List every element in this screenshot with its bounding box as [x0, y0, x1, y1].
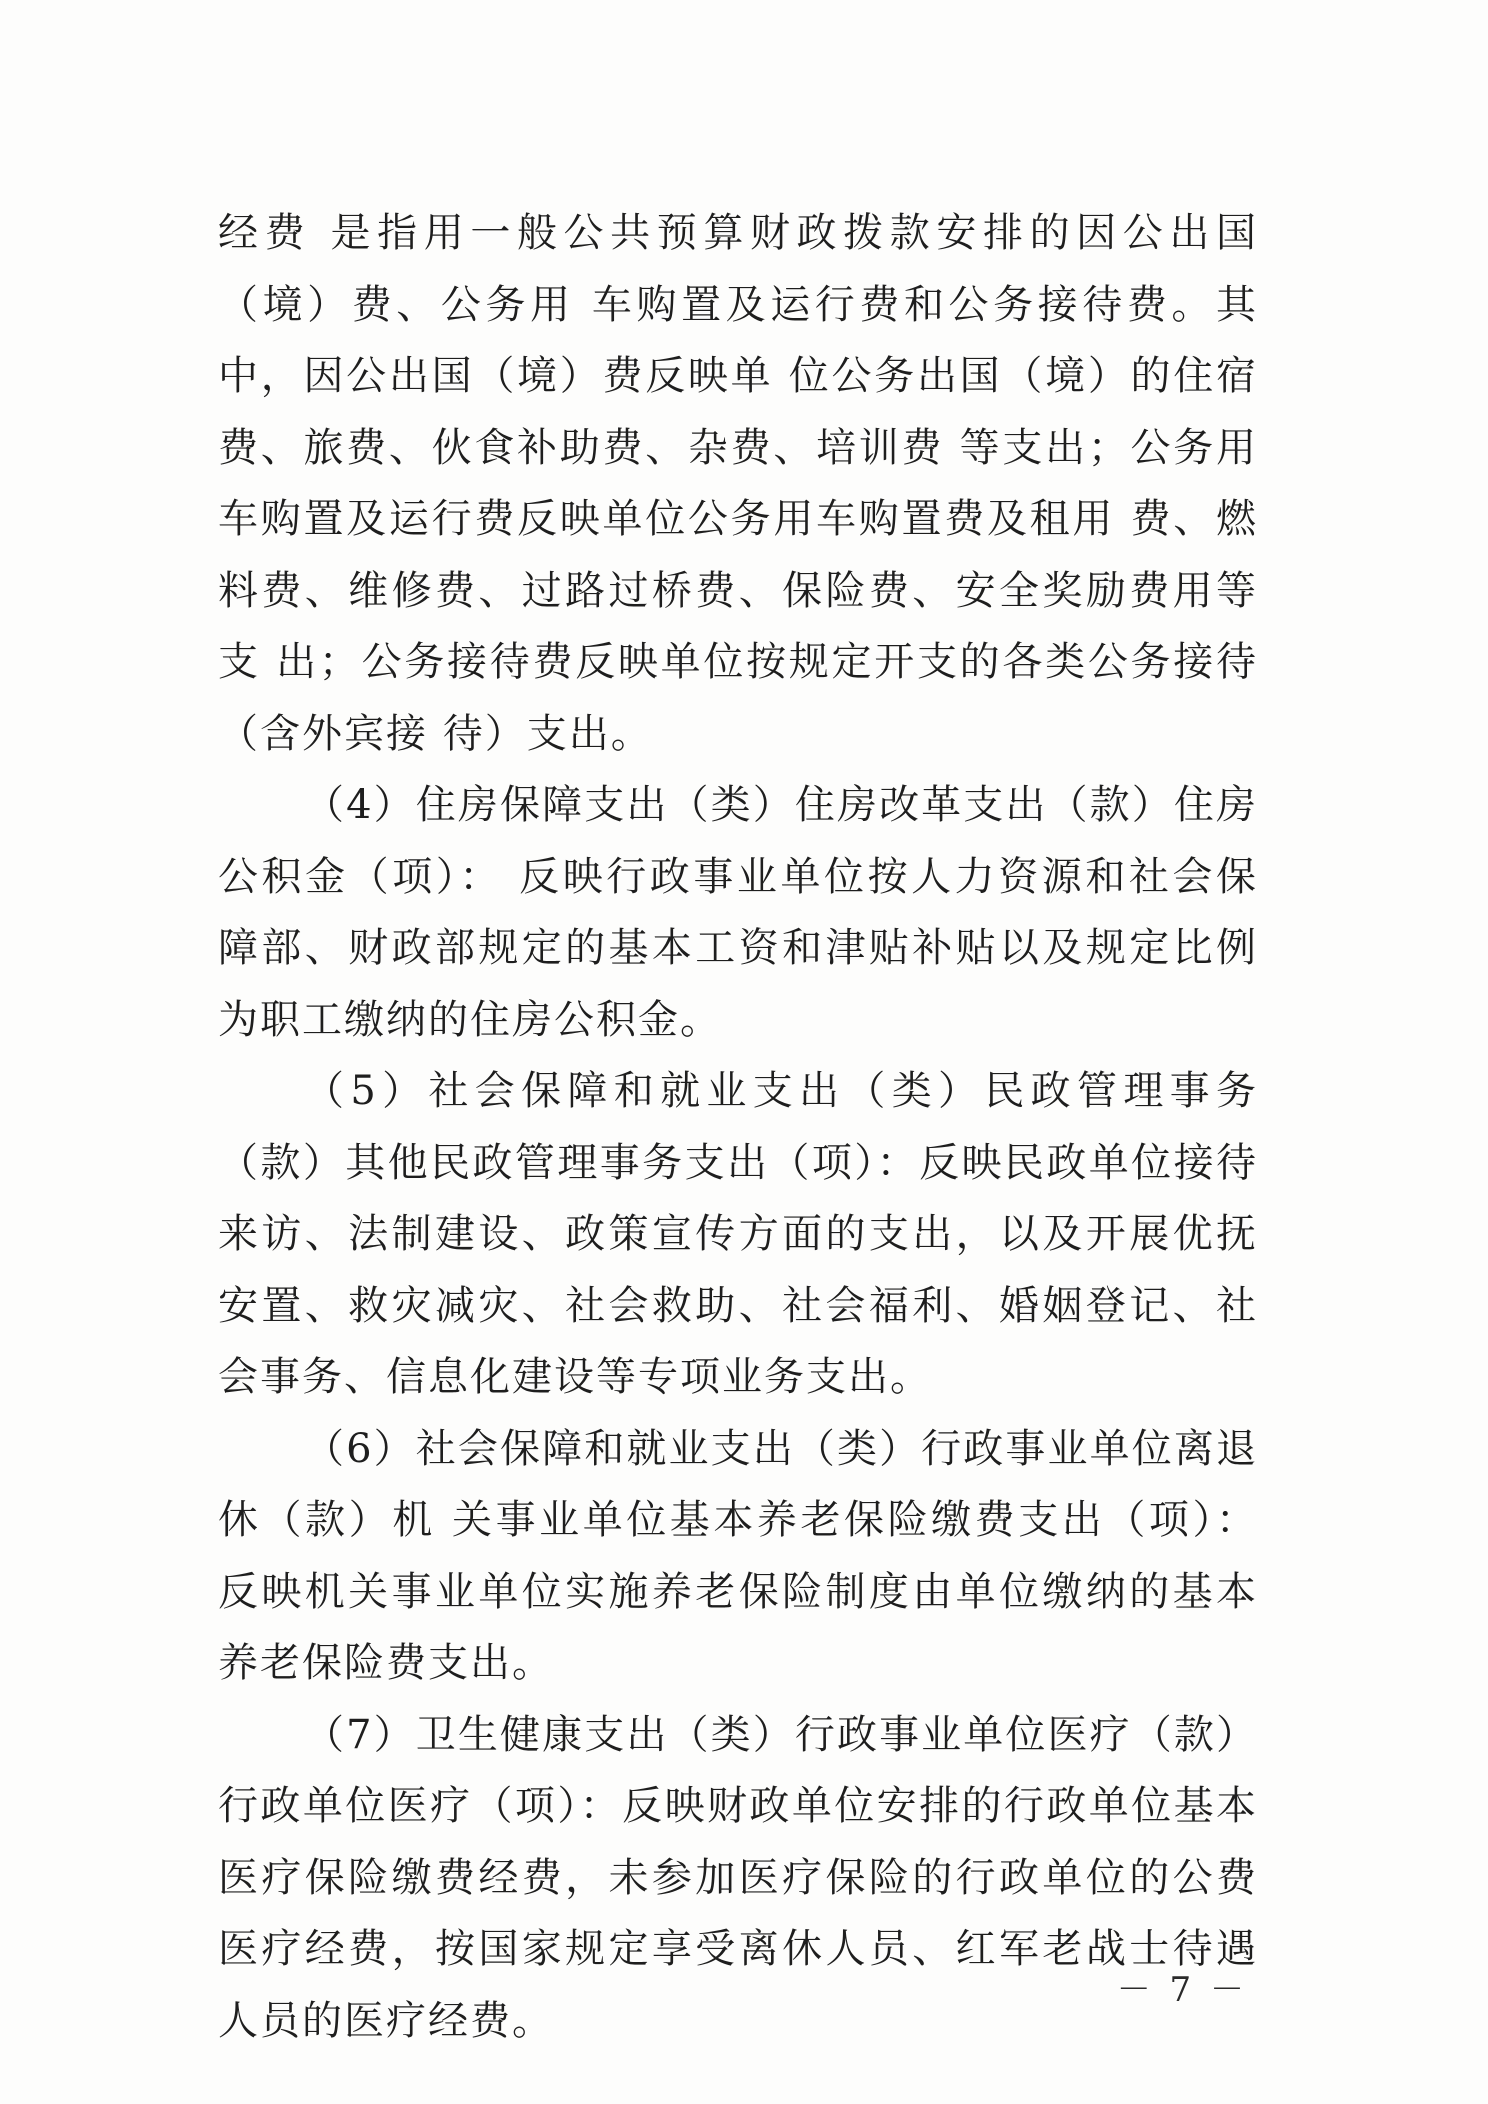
paragraph-p5: （7）卫生健康支出（类）行政事业单位医疗（款）行政单位医疗（项）：反映财政单位安排的行政单位基本医疗保险缴费经费，未参加医疗保险的行政单位的公费医疗经费，按国家规定享受离休人员、红军老战士待遇人员的医疗经费。: [218, 1711, 1258, 2044]
page-number: － 7 －: [1116, 1970, 1248, 2010]
paragraph-p3: （5）社会保障和就业支出（类）民政管理事务（款）其他民政管理事务支出（项）：反映民政单位接待来访、法制建设、政策宣传方面的支出，以及开展优抚安置、救灾减灾、社会救助、社会福利、婚姻登记、社会事务、信息化建设等专项业务支出。: [218, 1068, 1258, 1400]
paragraph-p1: 经费 是指用一般公共预算财政拨款安排的因公出国（境）费、公务用 车购置及运行费和公务接待费。其中，因公出国（境）费反映单 位公务出国（境）的住宿费、旅费、伙食补助费、杂费、培训费 等支出；公务用车购置及运行费反映单位公务用车购置费及租用 费、燃料费、维修费、过路过桥费、保险费、安全奖励费用等支 出；公务接待费反映单位按规定开支的各类公务接待（含外宾接 待）支出。: [218, 210, 1258, 757]
body-text: [218, 198, 1258, 2057]
paragraph-p4: （6）社会保障和就业支出（类）行政事业单位离退休（款）机 关事业单位基本养老保险缴费支出（项）：反映机关事业单位实施养老保险制度由单位缴纳的基本养老保险费支出。: [218, 1425, 1258, 1686]
paragraph-p2: （4）住房保障支出（类）住房改革支出（款）住房公积金（项）： 反映行政事业单位按人力资源和社会保障部、财政部规定的基本工资和津贴补贴以及规定比例为职工缴纳的住房公积金。: [218, 782, 1258, 1043]
